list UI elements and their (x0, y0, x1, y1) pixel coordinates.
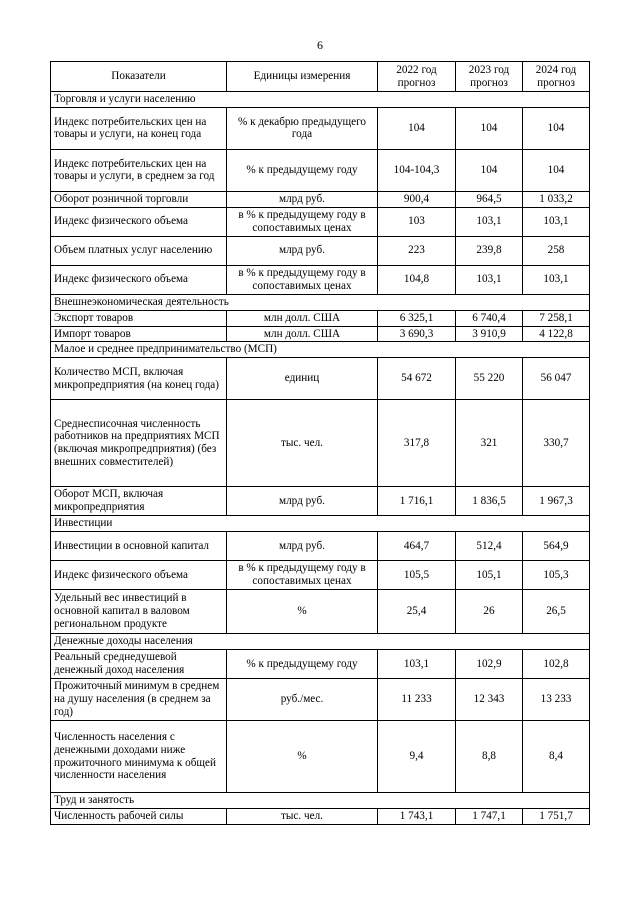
value-2023-cell: 239,8 (456, 236, 523, 265)
value-2024-cell: 13 233 (523, 679, 590, 721)
value-2024-cell: 1 033,2 (523, 191, 590, 207)
value-2024-cell: 4 122,8 (523, 326, 590, 342)
value-2022-cell: 6 325,1 (378, 310, 456, 326)
value-2024-cell: 103,1 (523, 265, 590, 294)
table-row (51, 487, 590, 516)
indicator-cell: Индекс физического объема (51, 265, 227, 294)
value-2024-cell: 102,8 (523, 650, 590, 679)
indicator-cell: Количество МСП, включая микропредприятия (на конец года) (51, 358, 227, 400)
table-row (51, 191, 590, 207)
indicator-cell: Прожиточный минимум в среднем на душу населения (в среднем за год) (51, 679, 227, 721)
value-2024-cell: 26,5 (523, 590, 590, 634)
value-2022-cell: 104 (378, 107, 456, 149)
table-row (51, 310, 590, 326)
value-2024-cell: 258 (523, 236, 590, 265)
unit-cell: % к предыдущему году (227, 149, 378, 191)
table-row (51, 679, 590, 721)
table-row (51, 149, 590, 191)
table-row (51, 532, 590, 561)
table-row (51, 590, 590, 634)
header-2022: 2022 год прогноз (378, 62, 456, 92)
section-title: Внешнеэкономическая деятельность (51, 294, 590, 310)
value-2024-cell: 7 258,1 (523, 310, 590, 326)
table-row (51, 236, 590, 265)
unit-cell: в % к предыдущему году в сопоставимых ценах (227, 265, 378, 294)
value-2022-cell: 464,7 (378, 532, 456, 561)
value-2022-cell: 900,4 (378, 191, 456, 207)
value-2022-cell: 1 716,1 (378, 487, 456, 516)
table-row (51, 207, 590, 236)
value-2024-cell: 1 751,7 (523, 808, 590, 824)
value-2022-cell: 104-104,3 (378, 149, 456, 191)
value-2023-cell: 1 836,5 (456, 487, 523, 516)
section-row (51, 516, 590, 532)
value-2022-cell: 9,4 (378, 721, 456, 793)
value-2023-cell: 3 910,9 (456, 326, 523, 342)
table-row (51, 650, 590, 679)
section-row (51, 634, 590, 650)
section-title: Инвестиции (51, 516, 590, 532)
indicator-cell: Экспорт товаров (51, 310, 227, 326)
indicator-cell: Импорт товаров (51, 326, 227, 342)
indicator-cell: Удельный вес инвестиций в основной капитал в валовом региональном продукте (51, 590, 227, 634)
value-2023-cell: 512,4 (456, 532, 523, 561)
unit-cell: млрд руб. (227, 236, 378, 265)
table-row (51, 358, 590, 400)
value-2024-cell: 564,9 (523, 532, 590, 561)
value-2022-cell: 317,8 (378, 400, 456, 487)
value-2024-cell: 104 (523, 149, 590, 191)
table-row (51, 561, 590, 590)
value-2023-cell: 55 220 (456, 358, 523, 400)
value-2022-cell: 103 (378, 207, 456, 236)
unit-cell: млн долл. США (227, 310, 378, 326)
table-row (51, 721, 590, 793)
unit-cell: % (227, 590, 378, 634)
indicator-cell: Индекс потребительских цен на товары и услуги, на конец года (51, 107, 227, 149)
unit-cell: единиц (227, 358, 378, 400)
header-indicator: Показатели (51, 62, 227, 92)
value-2024-cell: 104 (523, 107, 590, 149)
unit-cell: в % к предыдущему году в сопоставимых ценах (227, 561, 378, 590)
table-body (51, 92, 590, 825)
indicator-cell: Оборот розничной торговли (51, 191, 227, 207)
value-2024-cell: 56 047 (523, 358, 590, 400)
table-row (51, 326, 590, 342)
header-2024: 2024 год прогноз (523, 62, 590, 92)
indicator-cell: Численность рабочей силы (51, 808, 227, 824)
value-2023-cell: 1 747,1 (456, 808, 523, 824)
value-2023-cell: 104 (456, 149, 523, 191)
unit-cell: млн долл. США (227, 326, 378, 342)
unit-cell: млрд руб. (227, 487, 378, 516)
indicator-cell: Индекс физического объема (51, 561, 227, 590)
table-header-row (51, 62, 590, 92)
unit-cell: % к декабрю предыдущего года (227, 107, 378, 149)
table-row (51, 808, 590, 824)
value-2024-cell: 330,7 (523, 400, 590, 487)
table-row (51, 265, 590, 294)
value-2023-cell: 102,9 (456, 650, 523, 679)
indicator-cell: Реальный среднедушевой денежный доход населения (51, 650, 227, 679)
unit-cell: тыс. чел. (227, 808, 378, 824)
value-2022-cell: 105,5 (378, 561, 456, 590)
value-2023-cell: 8,8 (456, 721, 523, 793)
value-2022-cell: 3 690,3 (378, 326, 456, 342)
indicator-cell: Индекс физического объема (51, 207, 227, 236)
value-2023-cell: 964,5 (456, 191, 523, 207)
value-2023-cell: 103,1 (456, 207, 523, 236)
section-title: Малое и среднее предпринимательство (МСП) (51, 342, 590, 358)
header-unit: Единицы измерения (227, 62, 378, 92)
value-2022-cell: 54 672 (378, 358, 456, 400)
value-2022-cell: 223 (378, 236, 456, 265)
indicator-cell: Оборот МСП, включая микропредприятия (51, 487, 227, 516)
value-2023-cell: 321 (456, 400, 523, 487)
section-row (51, 342, 590, 358)
unit-cell: % (227, 721, 378, 793)
value-2022-cell: 104,8 (378, 265, 456, 294)
table-row (51, 107, 590, 149)
page-number: 6 (317, 38, 323, 52)
unit-cell: руб./мес. (227, 679, 378, 721)
value-2023-cell: 12 343 (456, 679, 523, 721)
value-2022-cell: 103,1 (378, 650, 456, 679)
value-2022-cell: 1 743,1 (378, 808, 456, 824)
table-row (51, 400, 590, 487)
value-2023-cell: 6 740,4 (456, 310, 523, 326)
section-row (51, 92, 590, 108)
value-2023-cell: 103,1 (456, 265, 523, 294)
indicator-cell: Объем платных услуг населению (51, 236, 227, 265)
value-2022-cell: 25,4 (378, 590, 456, 634)
unit-cell: в % к предыдущему году в сопоставимых ценах (227, 207, 378, 236)
section-row (51, 294, 590, 310)
indicator-cell: Инвестиции в основной капитал (51, 532, 227, 561)
indicator-cell: Индекс потребительских цен на товары и услуги, в среднем за год (51, 149, 227, 191)
unit-cell: млрд руб. (227, 191, 378, 207)
unit-cell: млрд руб. (227, 532, 378, 561)
indicator-cell: Среднесписочная численность работников на предприятиях МСП (включая микропредприятия) (без внешних совместителей) (51, 400, 227, 487)
value-2022-cell: 11 233 (378, 679, 456, 721)
value-2024-cell: 105,3 (523, 561, 590, 590)
section-title: Труд и занятость (51, 793, 590, 809)
section-title: Денежные доходы населения (51, 634, 590, 650)
unit-cell: % к предыдущему году (227, 650, 378, 679)
value-2024-cell: 8,4 (523, 721, 590, 793)
unit-cell: тыс. чел. (227, 400, 378, 487)
value-2024-cell: 1 967,3 (523, 487, 590, 516)
forecast-table (50, 61, 590, 825)
section-row (51, 793, 590, 809)
value-2023-cell: 104 (456, 107, 523, 149)
indicator-cell: Численность населения с денежными доходами ниже прожиточного минимума к общей численности населения (51, 721, 227, 793)
value-2023-cell: 105,1 (456, 561, 523, 590)
value-2024-cell: 103,1 (523, 207, 590, 236)
header-2023: 2023 год прогноз (456, 62, 523, 92)
section-title: Торговля и услуги населению (51, 92, 590, 108)
value-2023-cell: 26 (456, 590, 523, 634)
